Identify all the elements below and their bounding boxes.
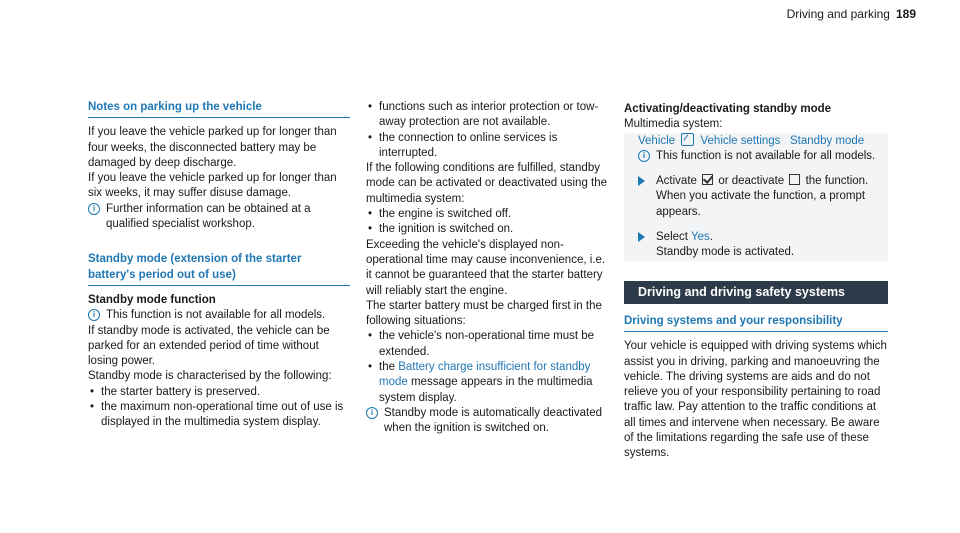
bullet-list — [366, 329, 610, 405]
column-2 — [366, 100, 610, 437]
section-title-standby: Standby mode (extension of the starter battery's period out of use) — [88, 252, 350, 286]
menu-vehicle-settings: Vehicle settings — [700, 134, 781, 147]
action-arrow-icon — [638, 176, 645, 186]
page-header — [787, 7, 916, 22]
header-section: Driving and parking — [786, 7, 890, 21]
yes-option: Yes — [690, 231, 710, 244]
paragraph: If the following conditions are fulfilled, standby mode can be activated or deactivated using the multimedia system: — [366, 162, 608, 205]
bullet-list — [88, 385, 350, 431]
note — [624, 149, 888, 164]
text: the — [379, 361, 399, 374]
info-icon: i — [88, 203, 100, 215]
settings-icon — [681, 133, 694, 146]
step-result: When you activate the function, a prompt appears. — [656, 190, 866, 218]
info-icon: i — [366, 407, 378, 419]
text: Select — [656, 231, 688, 244]
subheading: Activating/deactivating standby mode — [624, 103, 832, 115]
action-arrow-icon — [638, 232, 645, 242]
list-item — [366, 360, 610, 406]
list-item: • the connection to online services is interrupted. — [366, 131, 610, 162]
note-text: Further information can be obtained at a qualified specialist workshop. — [106, 202, 311, 231]
list-item: • the vehicle's non-operational time must be extended. — [366, 329, 610, 360]
paragraph: If you leave the vehicle parked up for longer than four weeks, the disconnected battery may be damaged by deep discharge. — [88, 126, 337, 169]
chapter-banner: Driving and driving safety systems — [624, 281, 888, 304]
note — [88, 308, 350, 323]
checkbox-checked-icon — [702, 174, 713, 185]
info-icon: i — [88, 309, 100, 321]
column-1 — [88, 100, 350, 431]
text: message appears in the multimedia system display. — [379, 376, 593, 404]
step-2: Select Yes. Standby mode is activated. — [624, 230, 888, 261]
note-text: Standby mode is automatically deactivated when the ignition is switched on. — [384, 406, 602, 435]
paragraph: Multimedia system: — [624, 118, 723, 131]
paragraph: If standby mode is activated, the vehicle can be parked for an extended period of time without losing power. — [88, 324, 330, 368]
paragraph: The starter battery must be charged first in the following situations: — [366, 299, 602, 328]
paragraph: If you leave the vehicle parked up for longer than six weeks, it may suffer disuse damage. — [88, 172, 337, 200]
menu-path — [624, 133, 888, 149]
list-item: • the engine is switched off. — [366, 207, 610, 222]
list-item: • functions such as interior protection or tow-away protection are not available. — [366, 100, 610, 131]
paragraph: Your vehicle is equipped with driving systems which assist you in driving, parking and manoeuvring the vehicle. The driving systems are aids and do not relieve you of your responsibility pertaining to road traffic law. Pay attention to the traffic conditions at all times and intervene when necessary. Be aware of the limitations regarding the safe use of these systems. — [624, 340, 887, 460]
message-link: Battery charge insufficient for standby mode — [379, 361, 591, 389]
note — [366, 406, 610, 437]
list-item: • the maximum non-operational time out of use is displayed in the multimedia system display. — [88, 400, 350, 431]
section-title-parking: Notes on parking up the vehicle — [88, 100, 350, 118]
text: the function. — [805, 175, 869, 188]
note-text: This function is not available for all models. — [656, 149, 876, 162]
page-number: 189 — [895, 7, 916, 21]
bullet-list — [366, 100, 610, 161]
note — [88, 202, 350, 233]
checkbox-empty-icon — [789, 174, 800, 185]
note-text: This function is not available for all models. — [106, 309, 326, 322]
section-title-responsibility: Driving systems and your responsibility — [624, 314, 888, 332]
text: or deactivate — [718, 175, 785, 188]
paragraph: Standby mode is characterised by the following: — [88, 370, 332, 383]
list-item: • the starter battery is preserved. — [88, 385, 350, 400]
info-icon: i — [638, 150, 650, 162]
subheading: Standby mode function — [88, 293, 216, 306]
menu-standby-mode: Standby mode — [790, 134, 865, 147]
step-1 — [624, 174, 888, 220]
list-item: • the ignition is switched on. — [366, 222, 610, 237]
bullet-list — [366, 207, 610, 238]
step-result: Standby mode is activated. — [656, 246, 795, 259]
paragraph: Exceeding the vehicle's displayed non-operational time may cause inconvenience, i.e. it cannot be guaranteed that the starter battery will reliably start the engine. — [366, 238, 606, 297]
column-3 — [624, 100, 888, 462]
menu-vehicle: Vehicle — [638, 134, 676, 147]
text: Activate — [656, 175, 697, 188]
